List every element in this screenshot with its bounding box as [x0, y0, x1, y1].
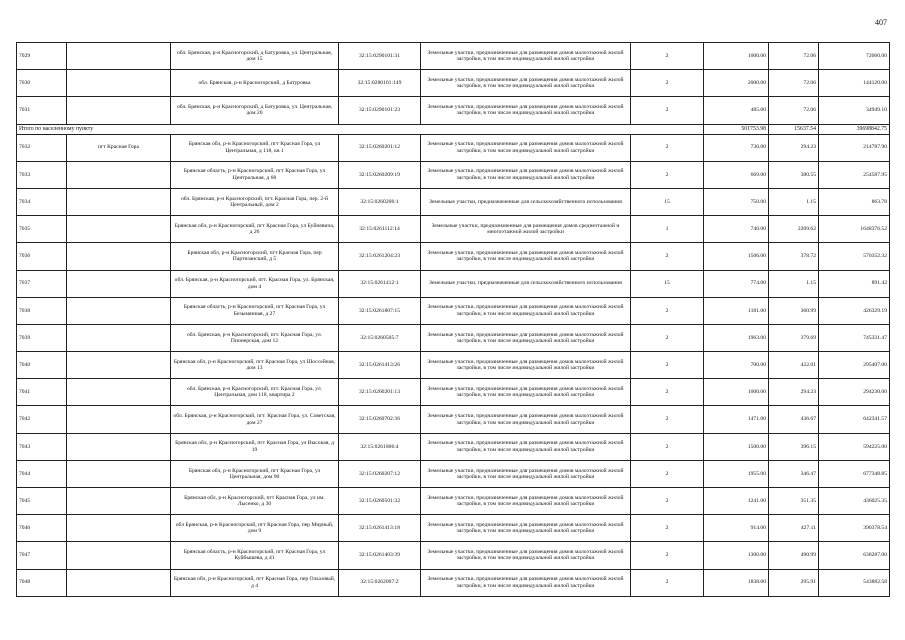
address-cell: обл. Брянская, р-н Красногорский, пгт. Красная Гора, ул. Пионерская, дом 12: [171, 324, 339, 351]
area-cell: 750.00: [704, 188, 769, 215]
cadastral-value-cell: 677348.85: [819, 460, 890, 487]
locality-cell: [67, 352, 171, 379]
area-cell: 1181.00: [704, 297, 769, 324]
rows-before-subtotal: [17, 43, 890, 125]
cadastral-value-cell: 436025.35: [819, 488, 890, 515]
locality-cell: [67, 324, 171, 351]
area-cell: 485.00: [704, 97, 769, 124]
table-row: [17, 43, 890, 70]
address-cell: Брянская обл, р-н Красногорский, пгт Красная Гора, ул Центральная, дом 90: [171, 460, 339, 487]
cadastral-value-cell: 638287.00: [819, 542, 890, 569]
area-cell: 1000.00: [704, 379, 769, 406]
area-cell: 1506.00: [704, 243, 769, 270]
area-cell: 1963.00: [704, 324, 769, 351]
use-group-cell: 2: [631, 97, 704, 124]
cadastral-number-cell: 32:15:0261806:4: [339, 433, 421, 460]
cadastral-value-cell: 34949.10: [819, 97, 890, 124]
subtotal-block: [17, 124, 890, 134]
specific-value-cell: 396.15: [769, 433, 819, 460]
row-number: 7045: [17, 488, 67, 515]
cadastral-value-cell: 745331.47: [819, 324, 890, 351]
cadastral-number-cell: 32:15:0290101:23: [339, 97, 421, 124]
subtotal-row: [17, 124, 890, 134]
address-cell: Брянская обл, р-н Красногорский, пгт Красная Гора, ул Центральная, д 118, кв 1: [171, 134, 339, 161]
locality-cell: [67, 569, 171, 596]
land-use-cell: Земельные участки, предназначенные для размещения домов малоэтажной жилой застройки, в том числе индивидуальной жилой застройки: [421, 379, 631, 406]
area-cell: 730.00: [704, 134, 769, 161]
area-cell: 700.00: [704, 352, 769, 379]
cadastral-value-cell: 642341.57: [819, 406, 890, 433]
use-group-cell: 2: [631, 433, 704, 460]
use-group-cell: 2: [631, 324, 704, 351]
cadastral-value-cell: 254587.95: [819, 161, 890, 188]
table-row: [17, 243, 890, 270]
table-row: [17, 70, 890, 97]
land-use-cell: Земельные участки, предназначенные для размещения домов среднеэтажной и многоэтажной жилой застройки: [421, 216, 631, 243]
table-row: [17, 379, 890, 406]
subtotal-value: 39698842.75: [819, 124, 890, 134]
cadastral-value-cell: 594225.00: [819, 433, 890, 460]
specific-value-cell: 2209.62: [769, 216, 819, 243]
land-use-cell: Земельные участки, предназначенные для размещения домов малоэтажной жилой застройки, в том числе индивидуальной жилой застройки: [421, 243, 631, 270]
address-cell: Брянская область, р-н Красногорский, пгт Красная Гора, ул Центральная, д 68: [171, 161, 339, 188]
specific-value-cell: 72.06: [769, 43, 819, 70]
locality-cell: пгт Красная Гора: [67, 134, 171, 161]
specific-value-cell: 379.69: [769, 324, 819, 351]
row-number: 7048: [17, 569, 67, 596]
cadastral-number-cell: 32:15:0260207:12: [339, 460, 421, 487]
area-cell: 1471.00: [704, 406, 769, 433]
address-cell: обл. Брянская, р-н Красногорский, пгт. Красная Гора, пер. 2-й Центральный, дом 2: [171, 188, 339, 215]
table-row: [17, 188, 890, 215]
area-cell: 1000.00: [704, 43, 769, 70]
cadastral-number-cell: 32:15:0261413:26: [339, 352, 421, 379]
address-cell: обл Брянская, р-н Красногорский, пгт Красная Гора, пер Мирный, дом 9: [171, 515, 339, 542]
land-use-cell: Земельные участки, предназначенные для размещения домов малоэтажной жилой застройки, в том числе индивидуальной жилой застройки: [421, 324, 631, 351]
address-cell: обл. Брянская, р-н Красногорский, пгт. Красная Гора, ул. Брянская, дом 4: [171, 270, 339, 297]
use-group-cell: 2: [631, 488, 704, 515]
table-row: [17, 542, 890, 569]
locality-cell: [67, 243, 171, 270]
specific-value-cell: 378.72: [769, 243, 819, 270]
cadastral-number-cell: 32:15:0260206:1: [339, 188, 421, 215]
cadastral-value-cell: 570352.32: [819, 243, 890, 270]
row-number: 7034: [17, 188, 67, 215]
specific-value-cell: 427.11: [769, 515, 819, 542]
land-use-cell: Земельные участки, предназначенные для размещения домов малоэтажной жилой застройки, в том числе индивидуальной жилой застройки: [421, 97, 631, 124]
cadastral-value-cell: 295407.00: [819, 352, 890, 379]
area-cell: 1241.00: [704, 488, 769, 515]
use-group-cell: 2: [631, 134, 704, 161]
land-use-cell: Земельные участки, предназначенные для размещения домов малоэтажной жилой застройки, в том числе индивидуальной жилой застройки: [421, 569, 631, 596]
row-number: 7031: [17, 97, 67, 124]
area-cell: 1955.00: [704, 460, 769, 487]
area-cell: 1300.00: [704, 542, 769, 569]
cadastral-number-cell: 32:15:0260702:36: [339, 406, 421, 433]
locality-cell: [67, 488, 171, 515]
address-cell: Брянская обл, р-н Красногорский, пгт Красная Гора, ул Шоссейная, дом 13: [171, 352, 339, 379]
use-group-cell: 2: [631, 70, 704, 97]
area-cell: 669.00: [704, 161, 769, 188]
address-cell: Брянская обл, р-н Красногорский, пгт Красная Гора, пер Партизанский, д 5: [171, 243, 339, 270]
land-use-cell: Земельные участки, предназначенные для размещения домов малоэтажной жилой застройки, в том числе индивидуальной жилой застройки: [421, 297, 631, 324]
address-cell: Брянская обл, р-н Красногорский, пгт Красная Гора, ул им. Лысенко, д 30: [171, 488, 339, 515]
use-group-cell: 15: [631, 188, 704, 215]
land-use-cell: Земельные участки, предназначенные для размещения домов малоэтажной жилой застройки, в том числе индивидуальной жилой застройки: [421, 134, 631, 161]
table-row: [17, 569, 890, 596]
cadastral-number-cell: 32:15:0260201:13: [339, 379, 421, 406]
use-group-cell: 2: [631, 43, 704, 70]
land-use-cell: Земельные участки, предназначенные для размещения домов малоэтажной жилой застройки, в том числе индивидуальной жилой застройки: [421, 352, 631, 379]
address-cell: Брянская обл, р-н Красногорский, пгт Красная Гора, пер Ольховый, д 4: [171, 569, 339, 596]
table-row: [17, 134, 890, 161]
cadastral-number-cell: 32:15:0260209:19: [339, 161, 421, 188]
land-use-cell: Земельные участки, предназначенные для размещения домов малоэтажной жилой застройки, в том числе индивидуальной жилой застройки: [421, 542, 631, 569]
table-row: [17, 297, 890, 324]
specific-value-cell: 295.91: [769, 569, 819, 596]
locality-cell: [67, 297, 171, 324]
locality-cell: [67, 161, 171, 188]
cadastral-value-cell: 426329.19: [819, 297, 890, 324]
area-cell: 774.00: [704, 270, 769, 297]
specific-value-cell: 346.47: [769, 460, 819, 487]
use-group-cell: 2: [631, 297, 704, 324]
cadastral-value-cell: 144120.00: [819, 70, 890, 97]
land-use-cell: Земельные участки, предназначенные для размещения домов малоэтажной жилой застройки, в том числе индивидуальной жилой застройки: [421, 406, 631, 433]
specific-value-cell: 1.15: [769, 270, 819, 297]
locality-cell: [67, 216, 171, 243]
specific-value-cell: 351.35: [769, 488, 819, 515]
locality-cell: [67, 542, 171, 569]
specific-value-cell: 422.01: [769, 352, 819, 379]
row-number: 7036: [17, 243, 67, 270]
address-cell: обл. Брянская, р-н Красногорский, д Батуровка: [171, 70, 339, 97]
land-use-cell: Земельные участки, предназначенные для сельскохозяйственного использования: [421, 188, 631, 215]
cadastral-number-cell: 32:15:0261403:39: [339, 542, 421, 569]
row-number: 7030: [17, 70, 67, 97]
specific-value-cell: 436.67: [769, 406, 819, 433]
subtotal-rate: 15637.54: [769, 124, 819, 134]
cadastral-value-cell: 863.78: [819, 188, 890, 215]
cadastral-number-cell: 32:15:0261204:23: [339, 243, 421, 270]
use-group-cell: 2: [631, 542, 704, 569]
locality-cell: [67, 70, 171, 97]
area-cell: 1838.00: [704, 569, 769, 596]
use-group-cell: 2: [631, 243, 704, 270]
use-group-cell: 2: [631, 161, 704, 188]
row-number: 7033: [17, 161, 67, 188]
address-cell: Брянская обл, р-н Красногорский, пгт Красная Гора, ул Буйневича, д 26: [171, 216, 339, 243]
table-row: [17, 324, 890, 351]
row-number: 7042: [17, 406, 67, 433]
area-cell: 746.00: [704, 216, 769, 243]
locality-cell: [67, 460, 171, 487]
area-cell: 2000.00: [704, 70, 769, 97]
subtotal-area: 501753.98: [704, 124, 769, 134]
locality-cell: [67, 270, 171, 297]
land-use-cell: Земельные участки, предназначенные для размещения домов малоэтажной жилой застройки, в том числе индивидуальной жилой застройки: [421, 515, 631, 542]
locality-cell: [67, 406, 171, 433]
address-cell: Брянская область, р-н Красногорский, пгт Красная Гора, ул Безымянная, д 27: [171, 297, 339, 324]
use-group-cell: 2: [631, 352, 704, 379]
table-row: [17, 161, 890, 188]
locality-cell: [67, 97, 171, 124]
table-row: [17, 406, 890, 433]
table-row: [17, 515, 890, 542]
cadastral-number-cell: 32:15:0260501:32: [339, 488, 421, 515]
cadastral-value-cell: 294230.00: [819, 379, 890, 406]
specific-value-cell: 294.23: [769, 379, 819, 406]
subtotal-label: Итого по населенному пункту: [17, 124, 704, 134]
use-group-cell: 1: [631, 216, 704, 243]
cadastral-number-cell: 32:15:0261412:1: [339, 270, 421, 297]
table-row: [17, 270, 890, 297]
use-group-cell: 2: [631, 406, 704, 433]
land-use-cell: Земельные участки, предназначенные для размещения домов малоэтажной жилой застройки, в том числе индивидуальной жилой застройки: [421, 488, 631, 515]
cadastral-value-cell: 543882.58: [819, 569, 890, 596]
specific-value-cell: 1.15: [769, 188, 819, 215]
cadastral-value-cell: 214787.90: [819, 134, 890, 161]
row-number: 7047: [17, 542, 67, 569]
address-cell: обл. Брянская, р-н Красногорский, д Батуровка, ул. Центральная, дом 15: [171, 43, 339, 70]
locality-cell: [67, 43, 171, 70]
table-row: [17, 488, 890, 515]
specific-value-cell: 380.55: [769, 161, 819, 188]
cadastral-number-cell: 32:15:0261807:15: [339, 297, 421, 324]
page-number: 407: [875, 18, 887, 27]
row-number: 7043: [17, 433, 67, 460]
area-cell: 914.00: [704, 515, 769, 542]
cadastral-value-cell: 891.42: [819, 270, 890, 297]
cadastral-number-cell: 32:15:0280101:149: [339, 70, 421, 97]
specific-value-cell: 294.23: [769, 134, 819, 161]
use-group-cell: 2: [631, 515, 704, 542]
land-use-cell: Земельные участки, предназначенные для размещения домов малоэтажной жилой застройки, в том числе индивидуальной жилой застройки: [421, 161, 631, 188]
row-number: 7040: [17, 352, 67, 379]
land-use-cell: Земельные участки, предназначенные для размещения домов малоэтажной жилой застройки, в том числе индивидуальной жилой застройки: [421, 43, 631, 70]
address-cell: Брянская область, р-н Красногорский, пгт Красная Гора, ул Куйбышева, д 41: [171, 542, 339, 569]
row-number: 7035: [17, 216, 67, 243]
use-group-cell: 2: [631, 379, 704, 406]
cadastral-value-cell: 390378.54: [819, 515, 890, 542]
table-row: [17, 97, 890, 124]
address-cell: обл. Брянская, р-н Красногорский, пгт. Красная Гора, ул. Советская, дом 27: [171, 406, 339, 433]
land-use-cell: Земельные участки, предназначенные для размещения домов малоэтажной жилой застройки, в том числе индивидуальной жилой застройки: [421, 70, 631, 97]
locality-cell: [67, 433, 171, 460]
specific-value-cell: 72.06: [769, 70, 819, 97]
table-row: [17, 433, 890, 460]
use-group-cell: 2: [631, 460, 704, 487]
specific-value-cell: 360.99: [769, 297, 819, 324]
locality-cell: [67, 188, 171, 215]
area-cell: 1500.00: [704, 433, 769, 460]
use-group-cell: 2: [631, 569, 704, 596]
cadastral-number-cell: 32:15:0261413:18: [339, 515, 421, 542]
cadastral-number-cell: 32:15:0260505:7: [339, 324, 421, 351]
specific-value-cell: 72.06: [769, 97, 819, 124]
cadastral-number-cell: 32:15:0261112:14: [339, 216, 421, 243]
table-row: [17, 460, 890, 487]
locality-cell: [67, 515, 171, 542]
row-number: 7038: [17, 297, 67, 324]
cadastral-value-cell: 1648376.52: [819, 216, 890, 243]
specific-value-cell: 490.99: [769, 542, 819, 569]
row-number: 7041: [17, 379, 67, 406]
cadastral-number-cell: 32:15:0262007:2: [339, 569, 421, 596]
cadastral-number-cell: 32:15:0290101:31: [339, 43, 421, 70]
land-use-cell: Земельные участки, предназначенные для размещения домов малоэтажной жилой застройки, в том числе индивидуальной жилой застройки: [421, 433, 631, 460]
cadastral-value-cell: 72060.00: [819, 43, 890, 70]
cadastral-number-cell: 32:15:0260201:12: [339, 134, 421, 161]
cadastral-value-table: [16, 42, 890, 597]
row-number: 7029: [17, 43, 67, 70]
land-use-cell: Земельные участки, предназначенные для сельскохозяйственного использования: [421, 270, 631, 297]
address-cell: обл. Брянская, р-н Красногорский, д Батуровка, ул. Центральная, дом 20: [171, 97, 339, 124]
rows-after-subtotal: [17, 134, 890, 596]
row-number: 7044: [17, 460, 67, 487]
table-row: [17, 352, 890, 379]
address-cell: Брянская обл, р-н Красногорский, пгт Красная Гора, ул Высокая, д 19: [171, 433, 339, 460]
address-cell: обл. Брянская, р-н Красногорский, пгт. Красная Гора, ул. Центральная, дом 118, квартира 2: [171, 379, 339, 406]
row-number: 7032: [17, 134, 67, 161]
row-number: 7037: [17, 270, 67, 297]
land-use-cell: Земельные участки, предназначенные для размещения домов малоэтажной жилой застройки, в том числе индивидуальной жилой застройки: [421, 460, 631, 487]
row-number: 7046: [17, 515, 67, 542]
use-group-cell: 15: [631, 270, 704, 297]
locality-cell: [67, 379, 171, 406]
row-number: 7039: [17, 324, 67, 351]
table-row: [17, 216, 890, 243]
